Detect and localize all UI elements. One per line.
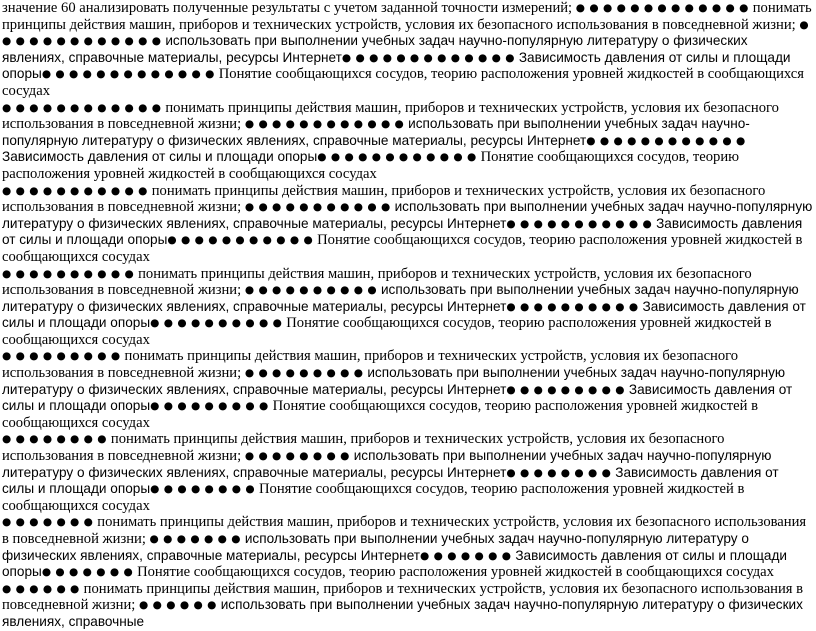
text-run: Зависимость давления от силы и площади опоры (2, 381, 793, 414)
text-run: использовать при выполнении учебных задач научно-популярную литературу о физических явлениях, справочные материалы, ресурсы Интернет (2, 199, 813, 231)
bullet-dots: ● ● ● ● ● ● ● ● ● ● ● ● (2, 101, 166, 114)
bullet-dots: ● ● ● ● ● ● ● ● ● ● ● ● (317, 151, 481, 164)
text-run: использовать при выполнении учебных задач научно-популярную литературу о физических явлениях, справочные материалы, ресурсы Интернет (2, 282, 799, 314)
text-run: Понятие сообщающихся сосудов, теорию расположения уровней жидкостей в сообщающихся сосудах (2, 232, 803, 265)
text-run: Зависимость давления от силы и площади опоры (2, 215, 803, 248)
text-run: понимать принципы действия машин, приборов и технических устройств, условия их безопасного использования в повседневной жизни; (2, 348, 739, 382)
bullet-dots: ● ● ● ● ● ● (2, 582, 84, 595)
text-run: использовать при выполнении учебных задач научно-популярную литературу о физических явлениях, справочные материалы, ресурсы Интернет (2, 531, 749, 563)
text-run: Зависимость давления от силы и площади опоры (2, 149, 318, 165)
text-run: Зависимость давления от силы и площади опоры (2, 464, 779, 497)
text-run: использовать при выполнении учебных задач научно-популярную литературу о физических явлениях, справочные материалы, ресурсы Интернет (2, 448, 772, 480)
bullet-dots: ● ● ● ● ● ● ● (420, 549, 516, 562)
bullet-dots: ● ● ● ● ● ● ● ● (2, 433, 111, 446)
bullet-dots: ● ● ● ● ● ● ● ● ● (150, 400, 273, 413)
bullet-dots: ● ● ● ● ● ● ● ● ● (506, 383, 629, 396)
text-run: понимать принципы действия машин, приборов и технических устройств, условия их безопасного использования в повседневной жизни; (2, 0, 812, 33)
bullet-dots: ● ● ● ● ● ● ● ● (244, 450, 354, 463)
text-run: Понятие сообщающихся сосудов, теорию расположения уровней жидкостей в сообщающихся сосудах (2, 66, 804, 99)
bullet-dots: ● ● ● ● ● ● ● ● ● ● ● ● ● (575, 2, 753, 14)
bullet-dots: ● ● ● ● ● ● (139, 599, 221, 612)
bullet-dots: ● ● ● ● ● ● ● ● ● ● ● ● ● (41, 68, 219, 81)
bullet-dots: ● ● ● ● ● ● ● ● ● ● ● (244, 201, 395, 214)
text-run: использовать при выполнении учебных задач научно-популярную литературу о физических явлениях, справочные материалы, ресурсы Интернет (2, 365, 786, 397)
paragraph (2, 100, 814, 183)
text-run: Зависимость давления от силы и площади опоры (2, 49, 791, 82)
bullet-dots: ● ● ● ● ● ● ● (41, 566, 138, 579)
bullet-dots: ● ● ● ● ● ● ● (2, 516, 98, 529)
bullet-dots: ● ● ● ● ● ● ● ● ● ● ● ● (586, 134, 746, 147)
bullet-dots: ● ● ● ● ● ● ● ● ● ● ● ● ● (2, 18, 810, 48)
paragraph (2, 514, 814, 580)
text-run: Понятие сообщающихся сосудов, теорию расположения уровней жидкостей в сообщающихся сосудах (2, 481, 745, 514)
text-run: Понятие сообщающихся сосудов, теорию расположения уровней жидкостей в сообщающихся сосудах (2, 398, 758, 431)
bullet-dots: ● ● ● ● ● ● ● ● ● (244, 367, 368, 380)
bullet-dots: ● ● ● ● ● ● ● ● ● ● (150, 317, 287, 330)
bullet-dots: ● ● ● ● ● ● ● ● (506, 466, 616, 479)
text-run: Зависимость давления от силы и площади опоры (2, 547, 787, 580)
text-run: понимать принципы действия машин, приборов и технических устройств, условия их безопасного использования в повседневной жизни; (2, 514, 807, 547)
text-run: использовать при выполнении учебных задач научно-популярную литературу о физических явлениях, справочные материалы, ресурсы Интернет (2, 116, 750, 148)
text-run: понимать принципы действия машин, приборов и технических устройств, условия их безопасного использования в повседневной жизни; (2, 580, 804, 614)
bullet-dots: ● ● ● ● ● ● ● ● ● ● (244, 284, 381, 297)
paragraph (2, 431, 814, 514)
paragraph (2, 348, 814, 431)
paragraph (2, 0, 814, 100)
text-run: использовать при выполнении учебных задач научно-популярную литературу о физических явлениях, справочные (2, 597, 803, 629)
bullet-dots: ● ● ● ● ● ● ● ● ● (2, 350, 125, 363)
paragraph (2, 266, 814, 349)
paragraph (2, 581, 814, 631)
paragraph (2, 183, 814, 266)
bullet-dots: ● ● ● ● ● ● ● ● ● ● ● (506, 217, 657, 230)
text-run: понимать принципы действия машин, приборов и технических устройств, условия их безопасного использования в повседневной жизни; (2, 99, 779, 133)
bullet-dots: ● ● ● ● ● ● ● ● ● ● ● (167, 234, 318, 247)
bullet-dots: ● ● ● ● ● ● ● ● ● ● (2, 267, 139, 280)
bullet-dots: ● ● ● ● ● ● ● ● ● ● ● ● ● (341, 51, 519, 64)
text-run: значение 60 анализировать полученные результаты с учетом заданной точности измерений; (2, 0, 576, 16)
bullet-dots: ● ● ● ● ● ● ● ● ● ● ● ● (244, 118, 409, 131)
text-run: Зависимость давления от силы и площади опоры (2, 298, 806, 331)
text-run: Понятие сообщающихся сосудов, теорию расположения уровней жидкостей в сообщающихся сосудах (2, 315, 772, 348)
bullet-dots: ● ● ● ● ● ● ● ● ● ● (506, 300, 643, 313)
bullet-dots: ● ● ● ● ● ● ● ● (150, 483, 259, 496)
text-run: понимать принципы действия машин, приборов и технических устройств, условия их безопасного использования в повседневной жизни; (2, 265, 752, 299)
text-run: Понятие сообщающихся сосудов, теорию расположения уровней жидкостей в сообщающихся сосудах (137, 564, 774, 581)
bullet-dots: ● ● ● ● ● ● ● ● ● ● ● (2, 184, 152, 197)
bullet-dots: ● ● ● ● ● ● ● (149, 533, 245, 545)
text-run: понимать принципы действия машин, приборов и технических устройств, условия их безопасного использования в повседневной жизни; (2, 182, 766, 216)
text-run: понимать принципы действия машин, приборов и технических устройств, условия их безопасного использования в повседневной жизни; (2, 431, 725, 465)
text-run: Понятие сообщающихся сосудов, теорию расположения уровней жидкостей в сообщающихся сосудах (2, 149, 740, 182)
text-run: использовать при выполнении учебных задач научно-популярную литературу о физических явлениях, справочные материалы, ресурсы Интернет (2, 33, 748, 65)
